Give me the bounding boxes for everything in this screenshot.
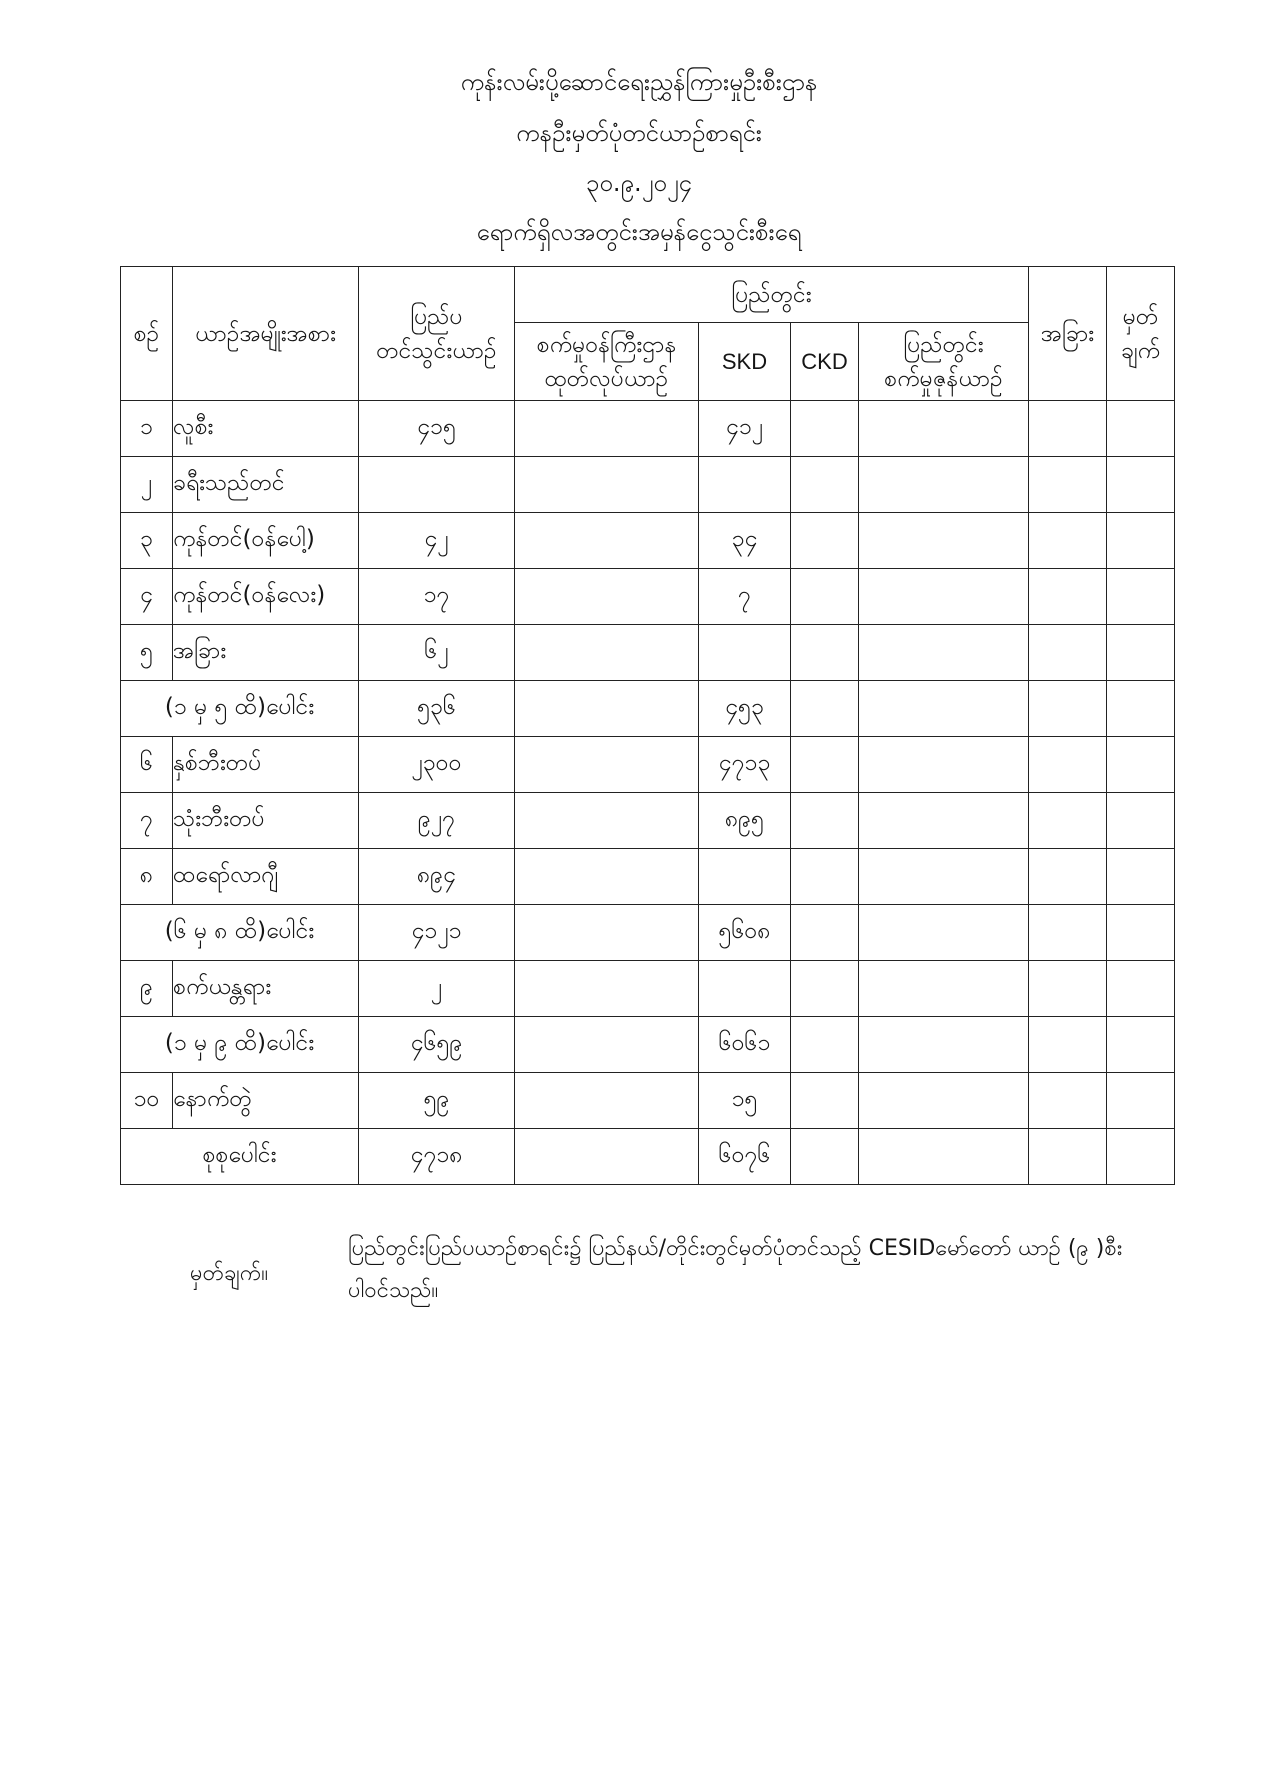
header-domestic: ပြည်တွင်း xyxy=(515,267,1029,323)
cell-imported: ၅၃၆ xyxy=(359,681,515,737)
cell-factory xyxy=(515,569,699,625)
cell-skd xyxy=(699,961,791,1017)
cell-serial-no: ၉ xyxy=(121,961,173,1017)
header-imported xyxy=(359,267,515,401)
cell-skd xyxy=(699,625,791,681)
cell-remark xyxy=(1107,457,1175,513)
table-header xyxy=(121,267,1175,401)
subtotal-row xyxy=(121,1017,1175,1073)
cell-vehicle-type: ကုန်တင်(ဝန်လေး) xyxy=(173,569,359,625)
cell-ckd xyxy=(791,1129,859,1185)
cell-serial-no: ၇ xyxy=(121,793,173,849)
cell-imported: ၅၉ xyxy=(359,1073,515,1129)
cell-domestic-industry xyxy=(859,961,1029,1017)
header-domestic-industry-line2: စက်မှုဇုန်ယာဉ် xyxy=(884,365,1003,392)
cell-skd xyxy=(699,457,791,513)
cell-other xyxy=(1029,625,1107,681)
cell-factory xyxy=(515,625,699,681)
cell-remark xyxy=(1107,905,1175,961)
cell-ckd xyxy=(791,1073,859,1129)
table-row xyxy=(121,569,1175,625)
cell-other xyxy=(1029,401,1107,457)
cell-remark xyxy=(1107,1017,1175,1073)
cell-other xyxy=(1029,457,1107,513)
header-remark-line1: မှတ် xyxy=(1122,303,1159,330)
cell-ckd xyxy=(791,1017,859,1073)
header-skd: SKD xyxy=(699,323,791,401)
cell-imported: ၂ xyxy=(359,961,515,1017)
cell-vehicle-type: သုံးဘီးတပ် xyxy=(173,793,359,849)
cell-other xyxy=(1029,513,1107,569)
subtotal-label: (၁ မှ ၉ ထိ)ပေါင်း xyxy=(121,1017,359,1073)
header-remark xyxy=(1107,267,1175,401)
cell-skd: ၄၁၂ xyxy=(699,401,791,457)
cell-skd: ၆၀၆၁ xyxy=(699,1017,791,1073)
cell-domestic-industry xyxy=(859,569,1029,625)
cell-domestic-industry xyxy=(859,849,1029,905)
cell-imported: ၆၂ xyxy=(359,625,515,681)
cell-remark xyxy=(1107,1073,1175,1129)
cell-ckd xyxy=(791,625,859,681)
cell-skd: ၄၅၃ xyxy=(699,681,791,737)
cell-remark xyxy=(1107,681,1175,737)
cell-remark xyxy=(1107,737,1175,793)
report-date: ၃၀.၉.၂၀၂၄ xyxy=(585,169,693,197)
header-other: အခြား xyxy=(1029,267,1107,401)
header-factory-line1: စက်မှုဝန်ကြီးဌာန xyxy=(536,331,677,358)
cell-other xyxy=(1029,1017,1107,1073)
cell-vehicle-type: အခြား xyxy=(173,625,359,681)
table-row xyxy=(121,457,1175,513)
table-row xyxy=(121,401,1175,457)
table-row xyxy=(121,793,1175,849)
cell-skd: ၈၉၅ xyxy=(699,793,791,849)
cell-imported: ၄၁၅ xyxy=(359,401,515,457)
cell-ckd xyxy=(791,457,859,513)
cell-vehicle-type: နောက်တွဲ xyxy=(173,1073,359,1129)
cell-domestic-industry xyxy=(859,401,1029,457)
header-serial-no: စဉ် xyxy=(121,267,173,401)
cell-domestic-industry xyxy=(859,1017,1029,1073)
note-label: မှတ်ချက်။ xyxy=(190,1261,269,1286)
table-row xyxy=(121,513,1175,569)
cell-domestic-industry xyxy=(859,681,1029,737)
cell-imported: ၄၂ xyxy=(359,513,515,569)
cell-remark xyxy=(1107,569,1175,625)
cell-remark xyxy=(1107,625,1175,681)
table-row xyxy=(121,625,1175,681)
cell-factory xyxy=(515,737,699,793)
subtotal-row xyxy=(121,1129,1175,1185)
cell-remark xyxy=(1107,793,1175,849)
cell-factory xyxy=(515,1017,699,1073)
cell-skd xyxy=(699,849,791,905)
table-body xyxy=(121,401,1175,1185)
cell-imported: ၄၁၂၁ xyxy=(359,905,515,961)
cell-other xyxy=(1029,569,1107,625)
cell-serial-no: ၁၀ xyxy=(121,1073,173,1129)
registration-table xyxy=(120,266,1175,1185)
cell-skd: ၅၆၀၈ xyxy=(699,905,791,961)
cell-other xyxy=(1029,961,1107,1017)
subtotal-row xyxy=(121,905,1175,961)
cell-domestic-industry xyxy=(859,737,1029,793)
cell-serial-no: ၃ xyxy=(121,513,173,569)
subtotal-label: (၆ မှ ၈ ထိ)ပေါင်း xyxy=(121,905,359,961)
cell-factory xyxy=(515,681,699,737)
cell-imported: ၄၆၅၉ xyxy=(359,1017,515,1073)
table-row xyxy=(121,961,1175,1017)
cell-remark xyxy=(1107,849,1175,905)
cell-serial-no: ၁ xyxy=(121,401,173,457)
cell-domestic-industry xyxy=(859,625,1029,681)
header-imported-line1: ပြည်ပ xyxy=(410,303,463,330)
cell-vehicle-type: ထရော်လာဂျီ xyxy=(173,849,359,905)
cell-factory xyxy=(515,513,699,569)
cell-ckd xyxy=(791,513,859,569)
cell-other xyxy=(1029,737,1107,793)
cell-factory xyxy=(515,905,699,961)
cell-imported: ၂၃၀၀ xyxy=(359,737,515,793)
header-domestic-industry-line1: ပြည်တွင်း xyxy=(903,331,984,358)
cell-skd: ၆၀၇၆ xyxy=(699,1129,791,1185)
cell-factory xyxy=(515,457,699,513)
header-factory-line2: ထုတ်လုပ်ယာဉ် xyxy=(544,365,669,392)
cell-ckd xyxy=(791,961,859,1017)
cell-ckd xyxy=(791,401,859,457)
cell-imported xyxy=(359,457,515,513)
report-subtitle: ရောက်ရှိလအတွင်းအမှန်ငွေသွင်းစီးရေ xyxy=(476,218,802,246)
cell-vehicle-type: နှစ်ဘီးတပ် xyxy=(173,737,359,793)
cell-serial-no: ၆ xyxy=(121,737,173,793)
cell-skd: ၃၄ xyxy=(699,513,791,569)
department-title: ကုန်းလမ်းပို့ဆောင်ရေးညွှန်ကြားမှုဦးစီးဌာန xyxy=(460,68,818,96)
cell-serial-no: ၅ xyxy=(121,625,173,681)
list-title: ကနဦးမှတ်ပုံတင်ယာဉ်စာရင်း xyxy=(516,119,762,147)
subtotal-label: စုစုပေါင်း xyxy=(121,1129,359,1185)
note-text: ပြည်တွင်းပြည်ပယာဉ်စာရင်း၌ ပြည်နယ်/တိုင်းတွင်မှတ်ပုံတင်သည့် CESIDမော်တော် ယာဉ် (၉ )စီး ပါဝင်သည်။ xyxy=(348,1236,1123,1303)
cell-factory xyxy=(515,1073,699,1129)
table-row xyxy=(121,737,1175,793)
cell-domestic-industry xyxy=(859,1129,1029,1185)
cell-ckd xyxy=(791,681,859,737)
header-vehicle-type: ယာဉ်အမျိုးအစား xyxy=(173,267,359,401)
cell-factory xyxy=(515,1129,699,1185)
cell-factory xyxy=(515,849,699,905)
header-ckd: CKD xyxy=(791,323,859,401)
header-remark-line2: ချက် xyxy=(1120,337,1161,364)
header-factory xyxy=(515,323,699,401)
cell-domestic-industry xyxy=(859,1073,1029,1129)
cell-imported: ၉၂၇ xyxy=(359,793,515,849)
cell-skd: ၇ xyxy=(699,569,791,625)
subtotal-label: (၁ မှ ၅ ထိ)ပေါင်း xyxy=(121,681,359,737)
cell-imported: ၄၇၁၈ xyxy=(359,1129,515,1185)
cell-serial-no: ၂ xyxy=(121,457,173,513)
cell-imported: ၁၇ xyxy=(359,569,515,625)
cell-ckd xyxy=(791,849,859,905)
cell-domestic-industry xyxy=(859,905,1029,961)
cell-serial-no: ၈ xyxy=(121,849,173,905)
cell-vehicle-type: စက်ယန္တရား xyxy=(173,961,359,1017)
cell-ckd xyxy=(791,737,859,793)
header-imported-line2: တင်သွင်းယာဉ် xyxy=(376,337,497,364)
cell-factory xyxy=(515,961,699,1017)
cell-skd: ၄၇၁၃ xyxy=(699,737,791,793)
cell-vehicle-type: ကုန်တင်(ဝန်ပေါ့) xyxy=(173,513,359,569)
cell-other xyxy=(1029,905,1107,961)
cell-domestic-industry xyxy=(859,457,1029,513)
cell-remark xyxy=(1107,513,1175,569)
cell-remark xyxy=(1107,961,1175,1017)
table-row xyxy=(121,849,1175,905)
cell-ckd xyxy=(791,905,859,961)
table-row xyxy=(121,1073,1175,1129)
header-domestic-industry xyxy=(859,323,1029,401)
cell-ckd xyxy=(791,569,859,625)
cell-vehicle-type: လူစီး xyxy=(173,401,359,457)
cell-serial-no: ၄ xyxy=(121,569,173,625)
cell-ckd xyxy=(791,793,859,849)
cell-other xyxy=(1029,849,1107,905)
cell-domestic-industry xyxy=(859,793,1029,849)
cell-imported: ၈၉၄ xyxy=(359,849,515,905)
cell-factory xyxy=(515,793,699,849)
cell-other xyxy=(1029,681,1107,737)
cell-other xyxy=(1029,793,1107,849)
cell-vehicle-type: ခရီးသည်တင် xyxy=(173,457,359,513)
cell-other xyxy=(1029,1073,1107,1129)
cell-remark xyxy=(1107,401,1175,457)
cell-remark xyxy=(1107,1129,1175,1185)
subtotal-row xyxy=(121,681,1175,737)
cell-skd: ၁၅ xyxy=(699,1073,791,1129)
cell-factory xyxy=(515,401,699,457)
cell-domestic-industry xyxy=(859,513,1029,569)
cell-other xyxy=(1029,1129,1107,1185)
